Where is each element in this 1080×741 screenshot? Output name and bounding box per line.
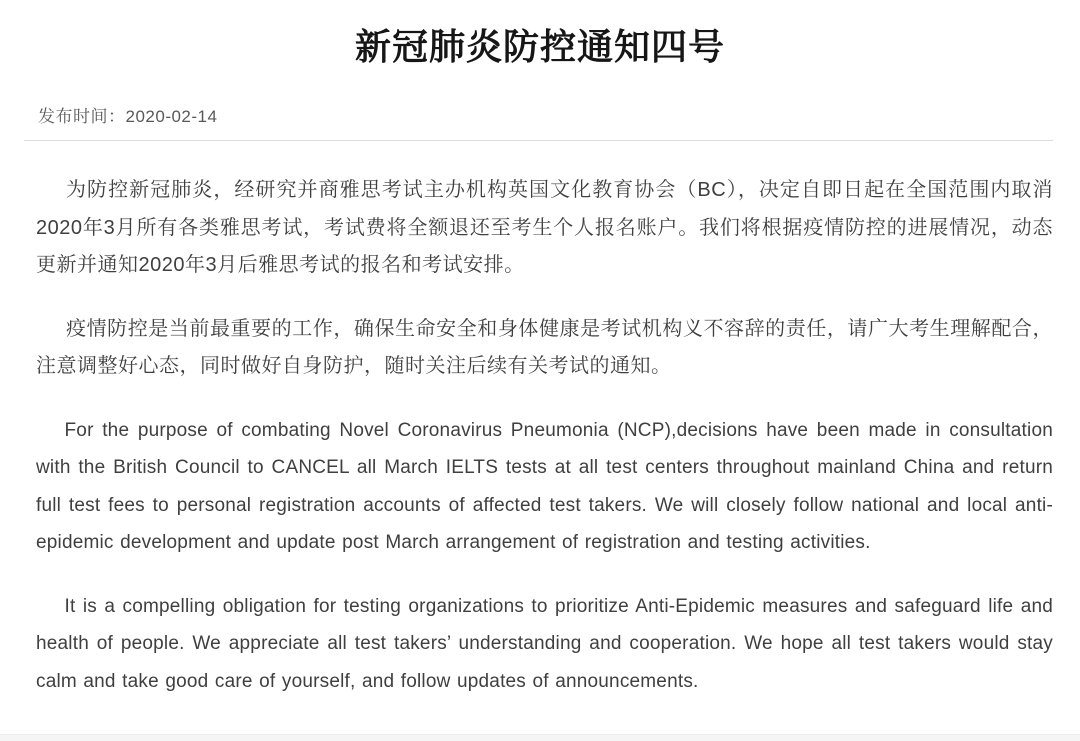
bottom-divider xyxy=(0,734,1080,741)
paragraph-en-2: It is a compelling obligation for testing organizations to prioritize Anti-Epidemic measures and safeguard life and health of people. We appreciate all test takers’ understanding and cooperation. We hope all test takers would stay calm and take good care of yourself, and follow updates of announcements. xyxy=(36,595,1053,692)
paragraph-zh-1: 为防控新冠肺炎，经研究并商雅思考试主办机构英国文化教育协会（BC），决定自即日起在全国范围内取消2020年3月所有各类雅思考试，考试费将全额退还至考生个人报名账户。我们将根据疫情防控的进展情况，动态更新并通知2020年3月后雅思考试的报名和考试安排。 xyxy=(36,179,1053,276)
paragraph-zh-2: 疫情防控是当前最重要的工作，确保生命安全和身体健康是考试机构义不容辞的责任，请广大考生理解配合，注意调整好心态，同时做好自身防护，随时关注后续有关考试的通知。 xyxy=(36,317,1053,377)
publish-date-label: 发布时间： xyxy=(38,107,126,126)
paragraph-en-1: For the purpose of combating Novel Coronavirus Pneumonia (NCP),decisions have been made in consultation with the British Council to CANCEL all March IELTS tests at all test centers throughout mainland China and return full test fees to personal registration accounts of affected test takers. We will closely follow national and local anti-epidemic development and update post March arrangement of registration and testing activities. xyxy=(36,419,1053,553)
publish-date-value: 2020-02-14 xyxy=(125,107,218,126)
page-title: 新冠肺炎防控通知四号 xyxy=(354,26,725,67)
article-body xyxy=(0,141,1080,700)
publish-date-row xyxy=(38,102,1080,127)
